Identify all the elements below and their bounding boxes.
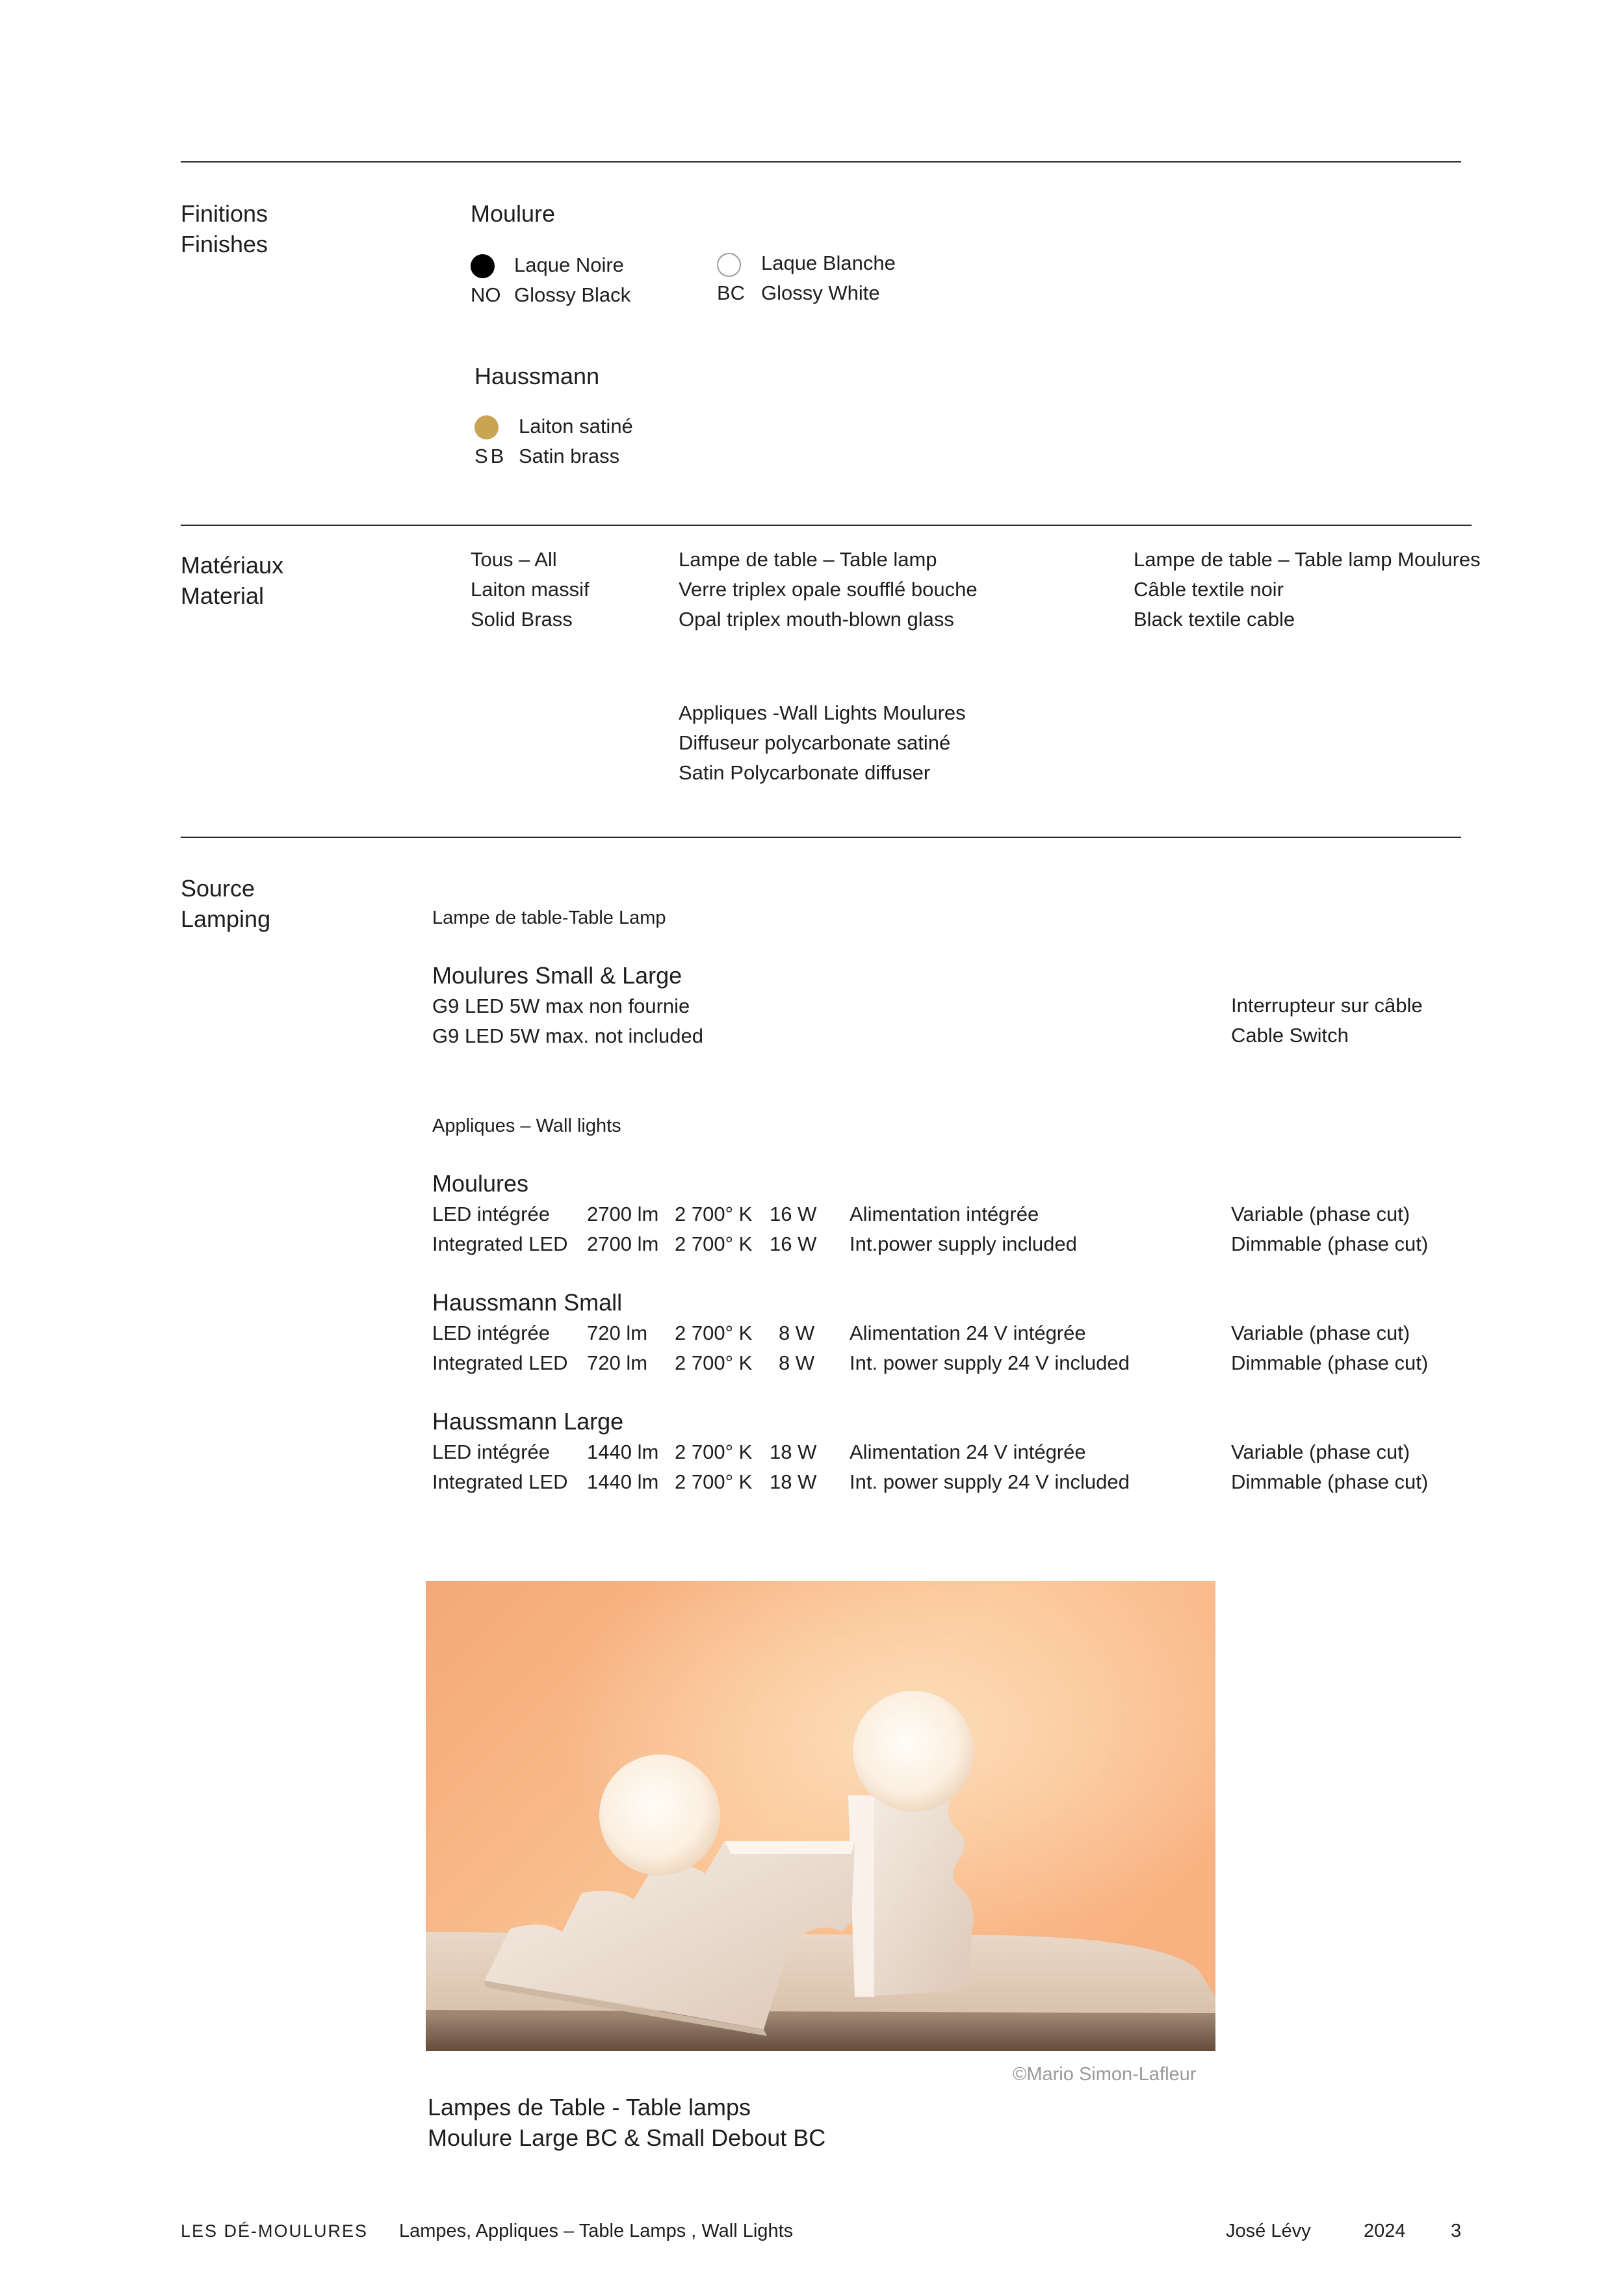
spec-type: Integrated LED [432,1351,568,1374]
spec-type: Integrated LED [432,1233,568,1255]
finish-code: NO [471,283,501,306]
spec-watts: 18 W [770,1441,817,1463]
spec-dimming: Variable (phase cut) [1231,1322,1410,1344]
spec-lumens: 720 lm [587,1351,648,1374]
materials-heading-en: Material [181,582,265,609]
source-heading-en: Lamping [181,906,271,932]
spec-type: LED intégrée [432,1441,550,1463]
spec-kelvin: 2 700° K [675,1233,753,1255]
source-heading-fr: Source [181,875,255,902]
material-table-lamp-fr: Verre triplex opale soufflé bouche [679,578,978,601]
finish-name-en: Satin brass [519,445,620,467]
spec-type: LED intégrée [432,1322,550,1344]
finish-name-fr: Laque Blanche [761,252,896,274]
finish-name-en: Glossy Black [514,283,631,306]
spec-dimming: Dimmable (phase cut) [1231,1351,1429,1374]
material-table-lamp-label: Lampe de table – Table lamp [679,548,937,571]
caption-line-2: Moulure Large BC & Small Debout BC [428,2124,826,2151]
haussmann-title: Haussmann [474,363,600,389]
moulure-title: Moulure [471,200,556,227]
spec-dimming: Variable (phase cut) [1231,1441,1410,1463]
materials-heading-fr: Matériaux [181,552,284,579]
finishes-heading-fr: Finitions [181,200,268,227]
table-lamp-switch-fr: Interrupteur sur câble [1231,994,1423,1017]
spec-kelvin: 2 700° K [675,1203,753,1225]
finish-name-en: Glossy White [761,281,880,304]
spec-row [0,1199,1623,1229]
materials-divider [181,525,1472,526]
swatch-glossy-black [471,254,495,278]
finish-code: BC [717,281,746,304]
material-diffuser-fr: Diffuseur polycarbonate satiné [679,731,951,754]
material-cable-en: Black textile cable [1134,608,1295,631]
finish-name-fr: Laiton satiné [519,415,633,437]
material-cable-fr: Câble textile noir [1134,578,1284,601]
spec-type: Integrated LED [432,1470,568,1493]
spec-kelvin: 2 700° K [675,1441,753,1463]
spec-kelvin: 2 700° K [675,1322,753,1344]
spec-lumens: 2700 lm [587,1233,659,1255]
footer-designer: José Lévy [1226,2221,1311,2241]
product-photo [426,1581,1215,2051]
source-divider [181,837,1461,838]
swatch-glossy-white [717,253,741,277]
caption-line-1: Lampes de Table - Table lamps [428,2094,751,2120]
spec-lumens: 1440 lm [587,1441,659,1463]
footer-page-number: 3 [1451,2221,1462,2241]
table-lamp-label: Lampe de table-Table Lamp [432,907,666,928]
spec-supply: Int.power supply included [850,1233,1077,1255]
table-lamp-title: Moulures Small & Large [432,962,682,989]
spec-kelvin: 2 700° K [675,1470,753,1493]
spec-type: LED intégrée [432,1203,550,1225]
table-lamp-bulb-en: G9 LED 5W max. not included [432,1024,703,1047]
spec-lumens: 2700 lm [587,1203,659,1225]
finishes-heading-en: Finishes [181,231,268,257]
spec-row [0,1318,1623,1348]
spec-row [0,1348,1623,1378]
spec-supply: Int. power supply 24 V included [850,1470,1130,1493]
wall-lights-label: Appliques – Wall lights [432,1115,621,1136]
spec-dimming: Variable (phase cut) [1231,1203,1410,1225]
swatch-satin-brass [474,415,499,439]
spec-supply: Int. power supply 24 V included [850,1351,1130,1374]
spec-row [0,1467,1623,1497]
spec-watts: 8 W [779,1351,815,1374]
spec-supply: Alimentation 24 V intégrée [850,1322,1086,1344]
material-all-fr: Laiton massif [471,578,590,601]
material-diffuser-en: Satin Polycarbonate diffuser [679,761,931,784]
table-lamp-bulb-fr: G9 LED 5W max non fournie [432,995,690,1017]
material-all-label: Tous – All [471,548,557,571]
material-table-lamp-moulures-label: Lampe de table – Table lamp Moulures [1134,548,1481,571]
footer-collection: LES DÉ-MOULURES [181,2221,369,2241]
footer-year: 2024 [1364,2221,1406,2241]
spec-supply: Alimentation 24 V intégrée [850,1441,1086,1463]
spec-supply: Alimentation intégrée [850,1203,1039,1225]
table-lamp-switch-en: Cable Switch [1231,1024,1349,1047]
photo-credit: ©Mario Simon-Lafleur [1013,2064,1197,2085]
finish-code: SB [474,445,507,467]
spec-watts: 18 W [770,1470,817,1493]
spec-watts: 8 W [779,1322,815,1344]
spec-row [0,1437,1623,1467]
group-title-haussmann-large: Haussmann Large [432,1408,624,1435]
material-wall-lights-label: Appliques -Wall Lights Moulures [679,701,966,724]
spec-watts: 16 W [770,1203,817,1225]
material-all-en: Solid Brass [471,608,573,631]
material-table-lamp-en: Opal triplex mouth-blown glass [679,608,954,631]
spec-dimming: Dimmable (phase cut) [1231,1470,1429,1493]
top-divider [181,161,1461,163]
group-title-haussmann-small: Haussmann Small [432,1289,623,1316]
finish-name-fr: Laque Noire [514,254,624,276]
spec-lumens: 1440 lm [587,1470,659,1493]
spec-dimming: Dimmable (phase cut) [1231,1233,1429,1255]
footer-subtitle: Lampes, Appliques – Table Lamps , Wall Lights [399,2221,794,2241]
group-title-moulures: Moulures [432,1170,529,1197]
spec-kelvin: 2 700° K [675,1351,753,1374]
spec-lumens: 720 lm [587,1322,648,1344]
spec-row [0,1229,1623,1259]
spec-watts: 16 W [770,1233,817,1255]
table-lamps-photo [426,1581,1215,2051]
